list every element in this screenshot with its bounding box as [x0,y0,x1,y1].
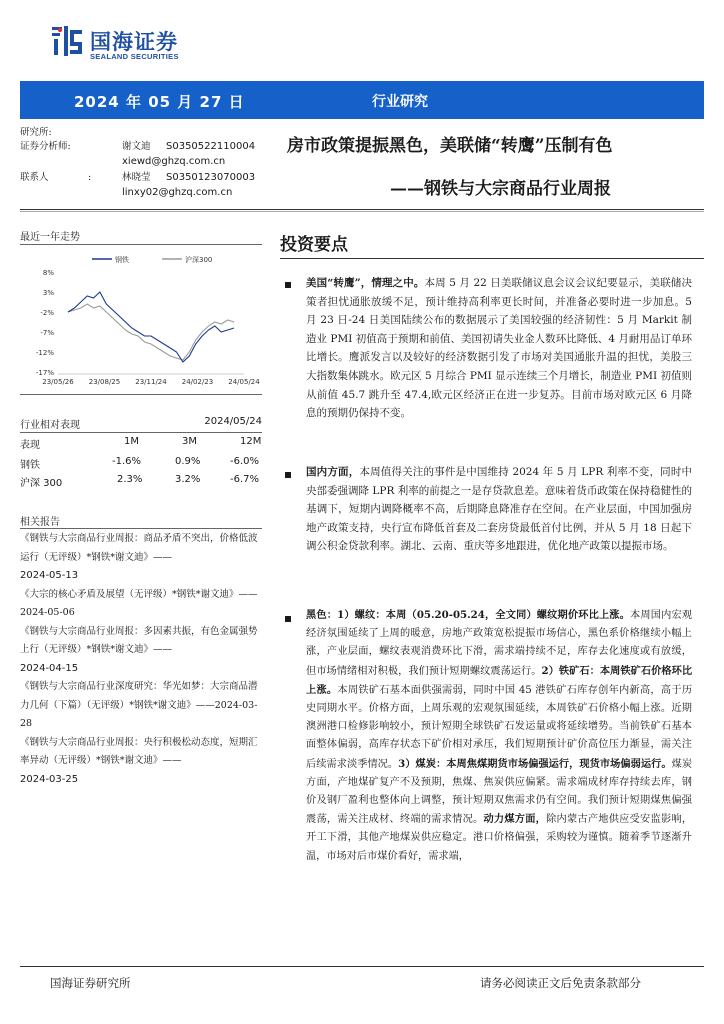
report-category: 行业研究 [372,94,428,110]
paragraph-us [306,274,692,423]
table-row [20,456,262,474]
institute-label: 研究所: [20,127,52,138]
value-3m: 0.9% [175,456,201,467]
investment-heading: 投资要点 [280,235,348,255]
row-name: 钢铁 [20,460,40,471]
report-date: 2024-04-15 [20,662,79,674]
trend-divider [20,244,262,245]
report-link[interactable]: 《钢铁与大宗商品行业周报：多因素共振，有色金属强势上行（无评级）*钢铁*谢文迪》—— [20,625,258,655]
paragraph-lead: 美国“转鹰”，情理之中。 [306,277,425,289]
footer-divider [20,966,704,967]
y-tick-label: 8% [42,269,54,277]
paragraph-body: 本周国内宏观经济氛围延续了上周的暖意，房地产政策宽松提振市场信心，黑色系价格继续小幅上涨，产业层面，螺纹表观消费环比下滑，需求端持续不足，库存去化速度或有放缓，但市场情绪相对积极，我们预计短期螺纹震荡运行。 [306,610,693,677]
report-link[interactable]: 《大宗的核心矛盾及展望（无评级）*钢铁*谢文迪》——2024-05-06 [20,588,258,618]
list-item[interactable] [20,586,264,623]
contact-role: 联系人 [20,172,49,183]
value-1m: -1.6% [112,456,142,467]
contact-email[interactable]: linxy02@ghzq.com.cn [122,187,233,198]
related-reports [20,530,264,789]
header-divider-thin [20,211,704,212]
sealand-logo-icon [50,24,84,58]
value-1m: 2.3% [117,474,143,485]
header-divider [20,209,704,210]
list-item[interactable] [20,678,264,734]
header-banner [20,81,704,119]
x-tick-label: 23/05/26 [42,378,74,386]
column-header: 表现 [20,440,40,451]
footer-left: 国海证券研究所 [50,976,131,990]
paragraph-body: 煤炭方面，产地煤矿复产不及预期，焦煤、焦炭供应偏紧。需求端成材库存持续去库，钢价及钢厂盈利也整体向上调整，预计短期双焦需求仍有空间。我们预计短期煤焦偏强震荡，需关注成材、终端的需求情况。 [306,758,693,826]
chart-bottom-divider [20,394,262,395]
footer-right: 请务必阅读正文后免责条款部分 [480,976,641,990]
paragraph-lead: 2）铁矿石：本周铁矿石价格环比上涨。 [306,664,693,696]
list-item[interactable] [20,530,264,586]
performance-columns [20,436,262,454]
column-header: 1M [124,436,139,447]
paragraph-domestic [306,463,692,556]
report-link[interactable]: 《钢铁与大宗商品行业深度研究：华光如梦：大宗商品潜力几何（下篇）（无评级）*钢铁*谢文迪》——2024-03-28 [20,681,258,729]
legend-label: 沪深300 [185,256,213,264]
report-link[interactable]: 《钢铁与大宗商品行业周报：商品矛盾不突出，价格低波运行（无评级）*钢铁*谢文迪》—— [20,533,258,563]
analyst-license-id: S0350522110004 [166,141,256,152]
paragraph-body: 本周值得关注的事件是中国维持 2024 年 5 月 LPR 利率不变，同时中央部委强调降 LPR 利率的前提之一是存贷款息差。意味着货币政策在保持稳健性的基调下，短期内调降概率不高，后期降息降准存在空间。在产业层面，中国加强房地产政策支持，央行宣布降低首套及二套房贷最低首付比例，并从 5 月 18 日起下调公积金贷款利率。湖北、云南、重庆等多地跟进，优化地产政策以提振市场。 [306,466,693,553]
paragraph-body: 本周铁矿石基本面供强需弱，同时中国 45 港铁矿石库存创年内新高，高于历史同期水平。价格方面，上周乐观的宏观氛围延续，本周铁矿石价格小幅上涨。近期澳洲港口检修影响较小，预计短期全球铁矿石发运量或将延续增势。当前铁矿石基本面整体偏弱，高库存状态下矿价相对承压，我们短期预计矿价高位压力渐显，需关注后续需求淡季情况。 [306,684,693,770]
report-link[interactable]: 《钢铁与大宗商品行业周报：央行积极松动态度，短期汇率异动（无评级）*钢铁*谢文迪》—— [20,736,258,766]
report-title: 房市政策提振黑色，美联储“转鹰”压制有色 [287,136,613,156]
y-tick-label: -17% [35,369,54,377]
table-row [20,474,262,492]
value-12m: -6.7% [230,474,260,485]
contact-license-id: S0350123070003 [166,172,256,183]
paragraph-lead: 动力煤方面， [483,813,547,826]
performance-heading: 行业相对表现 [20,420,80,431]
y-tick-label: -12% [35,349,54,357]
y-tick-label: -2% [40,309,54,317]
trend-chart-svg [22,250,262,386]
column-header: 12M [240,436,262,447]
investment-divider [280,258,704,259]
y-tick-label: 3% [42,289,54,297]
legend-label: 钢铁 [115,256,129,264]
paragraph-lead: 黑色：1）螺纹：本周（05.20-05.24，全文同）螺纹期价环比上涨。 [306,609,631,621]
report-subtitle: ——钢铁与大宗商品行业周报 [390,179,611,199]
paragraph-lead: 国内方面， [306,466,360,478]
paragraph-ferrous [306,606,692,866]
analyst-email[interactable]: xiewd@ghzq.com.cn [122,156,226,167]
report-date: 2024 年 05 月 27 日 [74,93,245,111]
x-tick-label: 23/11/24 [135,378,167,386]
company-logo [50,22,190,66]
row-name: 沪深 300 [20,478,63,489]
paragraph-body: 本周 5 月 22 日美联储议息会议会议纪要显示，美联储决策者担忧通胀放缓不足，预计维持高利率更长时间，并准备必要时进一步加息。5 月 23 日-24 日美国陆续公布的数据展示了美国较强的经济韧性：5 月 Markit 制造业 PMI 初值高于预期和前值、美国初请失业金人数环比降低、4 月耐用品订单环比增长。鹰派发言以及较好的经济数据引发了市场对美国通胀升温的担忧，美股三大指数集体跳水。欧元区 5 月综合 PMI 显示连续三个月增长，制造业 PMI 初值则从前值 45.7 跳升至 47.4,欧元区经济正在进一步复苏。目前市场对欧元区 6 月降息的预期仍保持不变。 [306,277,692,420]
report-date: 2024-05-13 [20,570,79,581]
x-tick-label: 23/08/25 [88,378,121,386]
trend-heading: 最近一年走势 [20,232,80,243]
series-line-沪深300 [68,304,234,360]
trend-chart [22,250,262,386]
x-tick-label: 24/05/24 [228,378,260,386]
paragraph-lead: 3）煤炭：本周焦煤期货市场偏强运行，现货市场偏弱运行。 [398,757,672,770]
y-tick-label: -7% [40,329,54,337]
value-12m: -6.0% [230,456,260,467]
list-item[interactable] [20,623,264,679]
bullet-icon [285,472,291,478]
report-date: 2024-03-25 [20,773,79,785]
analyst-name: 谢文迪 [122,141,151,152]
column-header: 3M [182,436,197,447]
contact-name: 林晓莹 [122,172,151,183]
brand-name-cn: 国海证券 [90,30,178,54]
contact-separator: : [88,172,92,183]
analyst-role: 证券分析师: [20,141,71,152]
series-line-钢铁 [68,292,234,362]
bullet-icon [285,616,291,622]
related-heading: 相关报告 [20,517,60,528]
brand-name-en: SEALAND SECURITIES [90,52,179,61]
x-tick-label: 24/02/23 [181,378,214,386]
related-divider [20,528,262,529]
paragraph-body: 除内蒙古产地供应受安监影响，开工下滑，其他产地煤炭供应稳定。港口价格偏强，采购较为谨慎。随着季节逐渐升温，市场对后市煤价看好，需求端， [306,814,693,862]
value-3m: 3.2% [175,474,201,485]
performance-date: 2024/05/24 [204,416,262,427]
list-item[interactable] [20,734,264,790]
performance-divider [20,432,262,433]
bullet-icon [285,282,291,288]
